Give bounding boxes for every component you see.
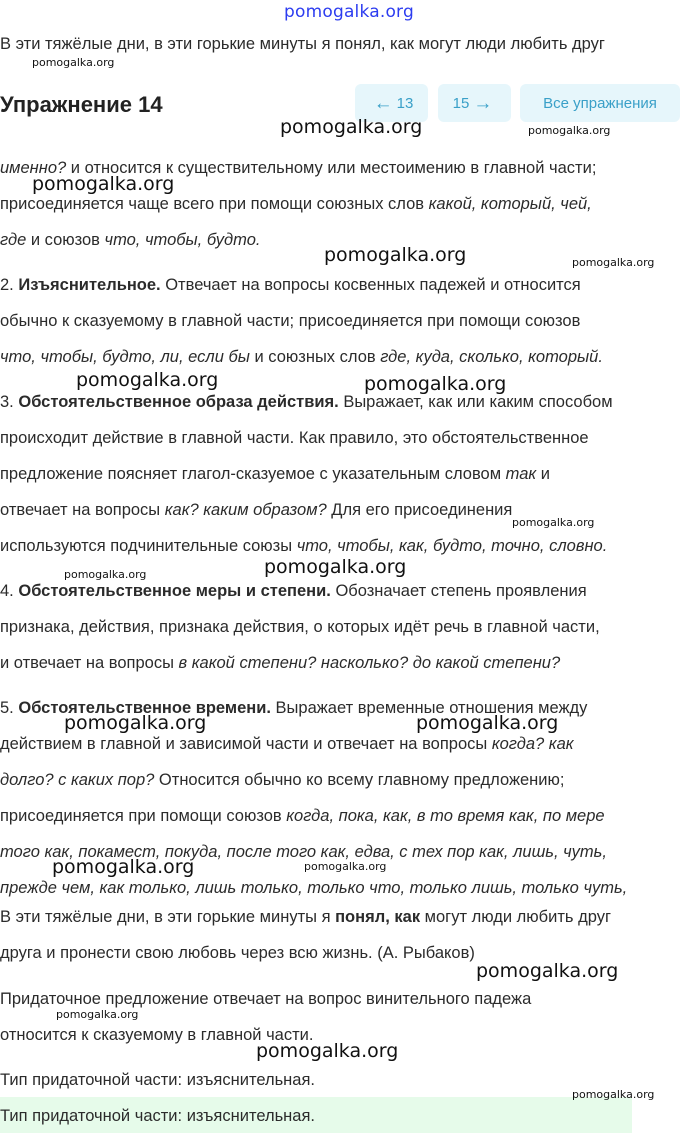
body-line: признака, действия, признака действия, о которых идёт речь в главной части, (0, 618, 600, 636)
solution-line: Придаточное предложение отвечает на вопрос винительного падежа (0, 990, 532, 1008)
body-line: происходит действие в главной части. Как правило, это обстоятельственное (0, 429, 589, 447)
watermark: pomogalka.org (52, 856, 195, 878)
watermark: pomogalka.org (32, 56, 115, 69)
body-line: именно? и относится к существительному или местоимению в главной части; (0, 159, 597, 177)
body-line: обычно к сказуемому в главной части; присоединяется при помощи союзов (0, 312, 581, 330)
watermark: pomogalka.org (476, 960, 619, 982)
all-exercises-button[interactable] (520, 84, 680, 122)
all-exercises-label: Все упражнения (543, 94, 657, 112)
body-line: 3. Обстоятельственное образа действия. Выражает, как или каким способом (0, 393, 613, 411)
body-line: долго? с каких пор? Относится обычно ко всему главному предложению; (0, 771, 565, 789)
watermark: pomogalka.org (324, 244, 467, 266)
exercise-title: Упражнение 14 (0, 92, 163, 117)
watermark: pomogalka.org (32, 173, 175, 195)
body-line: прежде чем, как только, лишь только, только что, только лишь, только чуть, (0, 879, 628, 897)
body-line: присоединяется чаще всего при помощи союзных слов какой, который, чей, (0, 195, 592, 213)
solution-line: Тип придаточной части: изъяснительная. (0, 1071, 315, 1089)
watermark: pomogalka.org (512, 516, 595, 529)
watermark: pomogalka.org (264, 556, 407, 578)
body-line: 4. Обстоятельственное меры и степени. Обозначает степень проявления (0, 582, 587, 600)
next-exercise-label: 15 (452, 94, 470, 112)
watermark: pomogalka.org (56, 1008, 139, 1021)
body-line: отвечает на вопросы как? каким образом? Для его присоединения (0, 501, 513, 519)
body-line: предложение поясняет глагол-сказуемое с указательным словом так и (0, 465, 550, 483)
watermark: pomogalka.org (64, 568, 147, 581)
answer-text: Тип придаточной части: изъяснительная. (0, 1107, 315, 1125)
prev-exercise-label: 13 (396, 94, 414, 112)
body-line: используются подчинительные союзы что, чтобы, как, будто, точно, словно. (0, 537, 608, 555)
watermark: pomogalka.org (572, 1088, 655, 1101)
watermark: pomogalka.org (280, 116, 423, 138)
intro-sentence: В эти тяжёлые дни, в эти горькие минуты я понял, как могут люди любить друг (0, 35, 605, 53)
arrow-right-icon: → (473, 92, 493, 114)
body-line: присоединяется при помощи союзов когда, пока, как, в то время как, по мере (0, 807, 605, 825)
watermark: pomogalka.org (76, 369, 219, 391)
watermark: pomogalka.org (304, 860, 387, 873)
watermark: pomogalka.org (364, 373, 507, 395)
watermark: pomogalka.org (64, 712, 207, 734)
next-exercise-button[interactable] (438, 84, 511, 122)
body-line: что, чтобы, будто, ли, если бы и союзных слов где, куда, сколько, который. (0, 348, 603, 366)
body-line: того как, покамест, покуда, после того как, едва, с тех пор как, лишь, чуть, (0, 843, 607, 861)
watermark: pomogalka.org (528, 124, 611, 137)
arrow-left-icon: ← (373, 92, 393, 114)
site-logo[interactable]: pomogalka.org (284, 2, 414, 22)
body-line: 2. Изъяснительное. Отвечает на вопросы косвенных падежей и относится (0, 276, 581, 294)
body-line: 5. Обстоятельственное времени. Выражает временные отношения между (0, 699, 588, 717)
watermark: pomogalka.org (416, 712, 559, 734)
body-line: где и союзов что, чтобы, будто. (0, 231, 261, 249)
body-line: действием в главной и зависимой части и отвечает на вопросы когда? как (0, 735, 574, 753)
solution-line: относится к сказуемому в главной части. (0, 1026, 314, 1044)
body-line: и отвечает на вопросы в какой степени? насколько? до какой степени? (0, 654, 561, 672)
watermark: pomogalka.org (572, 256, 655, 269)
watermark: pomogalka.org (256, 1040, 399, 1062)
solution-line: В эти тяжёлые дни, в эти горькие минуты я понял, как могут люди любить друг (0, 908, 611, 926)
solution-line: друга и пронести свою любовь через всю жизнь. (А. Рыбаков) (0, 944, 475, 962)
